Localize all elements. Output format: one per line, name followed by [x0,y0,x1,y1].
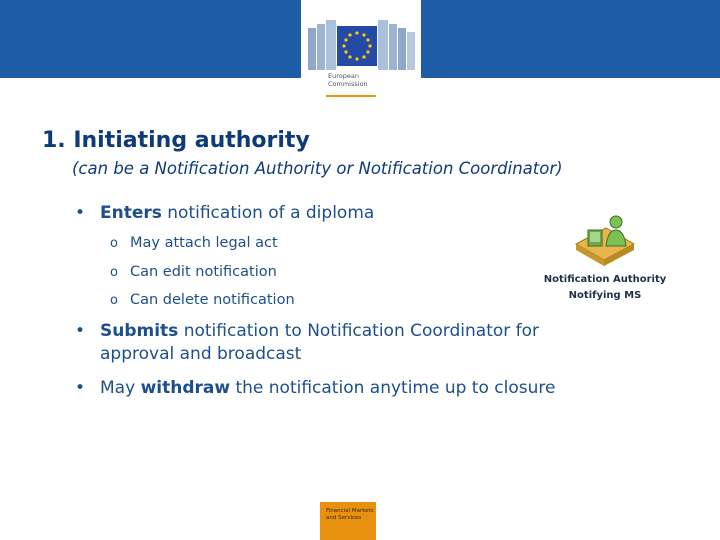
european-commission-logo [301,0,421,100]
bullet-text: notification to Notification Coordinator for [178,321,540,341]
sub-bullet-marker: o [110,293,118,308]
logo-text: European Commission [328,72,368,88]
bullet-bold-text: Submits [100,321,179,341]
sub-bullet-edit [110,264,277,280]
slide-title: 1. Initiating authority [42,128,310,153]
notification-authority-figure [540,210,670,310]
footer-dg-logo [320,502,376,540]
footer-logo-text: Financial Markets and Services [326,508,374,521]
bullet-bold-text: Enters [100,203,162,223]
sub-bullet-text: May attach legal act [130,235,278,251]
sub-bullet-text: Can edit notification [130,264,277,280]
logo-accent-line [326,95,376,97]
bullet-text-prefix: May [100,378,141,398]
sub-bullet-attach [110,235,278,251]
bullet-marker: • [75,203,86,223]
figure-label-subtitle: Notifying MS [568,290,642,301]
figure-label-title: Notification Authority [543,274,667,285]
sub-bullet-marker: o [110,236,118,251]
bullet-text: notification of a diploma [161,203,375,223]
bullet-text-continued: approval and broadcast [100,344,302,364]
sub-bullet-text: Can delete notification [130,292,295,308]
user-at-computer-icon [570,210,640,270]
bullet-marker: • [75,378,86,398]
bullet-marker: • [75,321,86,341]
sub-bullet-marker: o [110,265,118,280]
bullet-bold-text: withdraw [140,378,231,398]
sub-bullet-delete [110,292,295,308]
bullet-text: the notification anytime up to closure [230,378,556,398]
commission-building-icon [308,14,416,70]
slide-subtitle: (can be a Notification Authority or Notification Coordinator) [72,159,563,178]
